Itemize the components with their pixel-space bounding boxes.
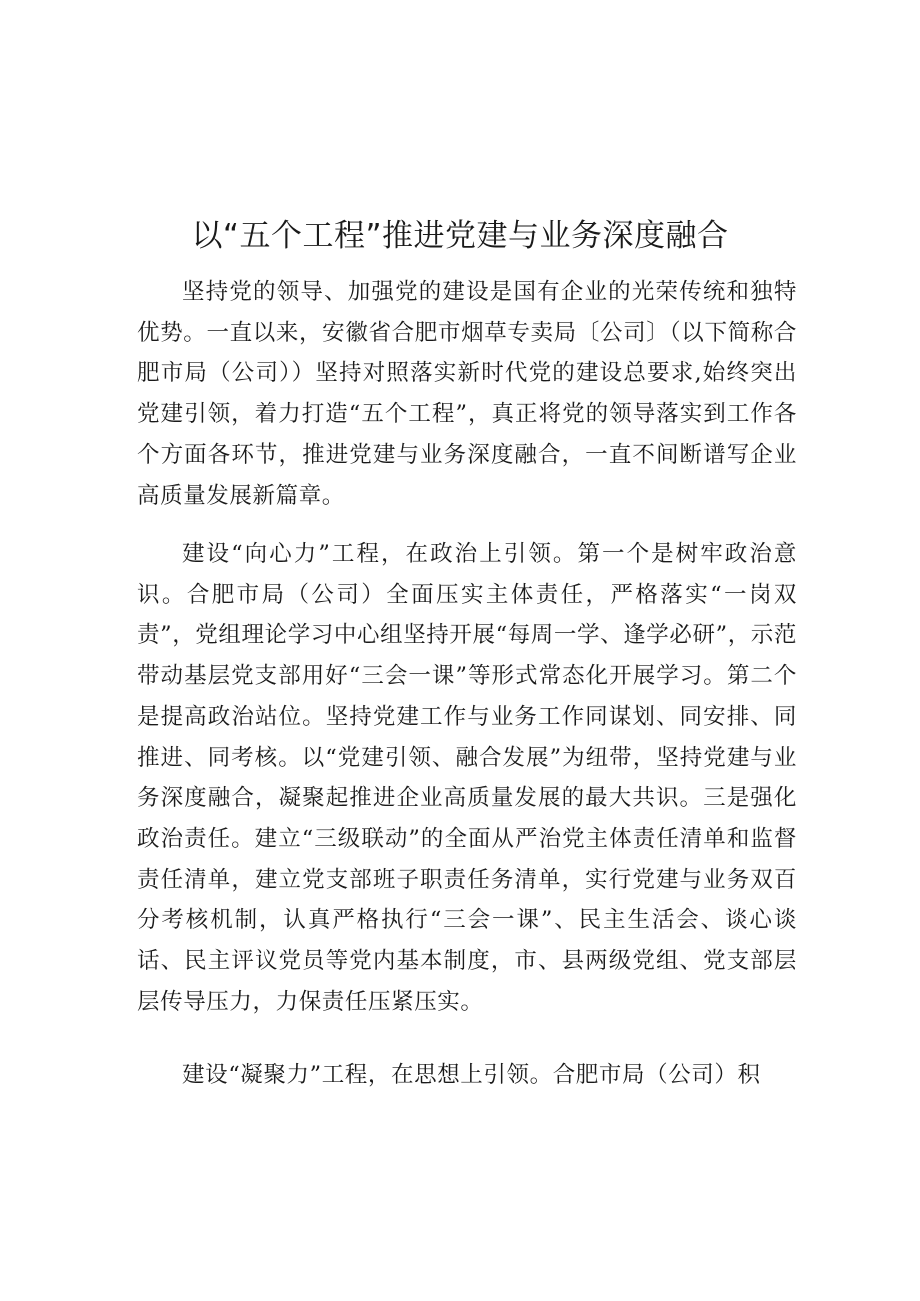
document-title: 以“五个工程”推进党建与业务深度融合 [191, 218, 729, 254]
paragraph-intro: 坚持党的领导、加强党的建设是国有企业的光荣传统和独特优势。一直以来，安徽省合肥市烟草专卖局〔公司〕（以下简称合肥市局（公司））坚持对照落实新时代党的建设总要求,始终突出党建引领，着力打造“五个工程”，真正将党的领导落实到工作各个方面各环节，推进党建与业务深度融合，一直不间断谱写企业高质量发展新篇章。 [137, 279, 797, 509]
paragraph-unity-project: 建设“凝聚力”工程，在思想上引领。合肥市局（公司）积 [182, 1062, 761, 1088]
paragraph-cohesion-project: 建设“向心力”工程，在政治上引领。第一个是树牢政治意识。合肥市局（公司）全面压实主体责任，严格落实“一岗双责”，党组理论学习中心组坚持开展“每周一学、逢学必研”，示范带动基层党支部用好“三会一课”等形式常态化开展学习。第二个是提高政治站位。坚持党建工作与业务工作同谋划、同安排、同推进、同考核。以“党建引领、融合发展”为纽带，坚持党建与业务深度融合，凝聚起推进企业高质量发展的最大共识。三是强化政治责任。建立“三级联动”的全面从严治党主体责任清单和监督责任清单，建立党支部班子职责任务清单，实行党建与业务双百分考核机制，认真严格执行“三会一课”、民主生活会、谈心谈话、民主评议党员等党内基本制度，市、县两级党组、党支部层层传导压力，力保责任压紧压实。 [137, 541, 798, 1015]
